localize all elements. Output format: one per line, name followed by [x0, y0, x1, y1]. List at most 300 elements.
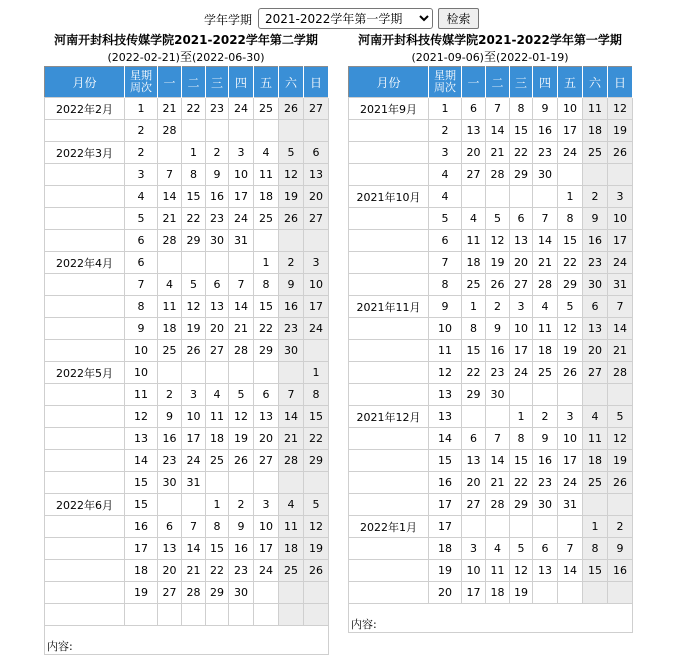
- day-cell: 25: [158, 340, 182, 362]
- day-cell: 12: [229, 406, 254, 428]
- month-cell: [45, 406, 125, 428]
- week-number-cell: 1: [429, 98, 462, 120]
- day-cell: 7: [158, 164, 182, 186]
- calendar-row: [349, 362, 633, 384]
- day-cell: 30: [206, 230, 229, 252]
- day-cell: 21: [486, 142, 510, 164]
- day-cell: 14: [229, 296, 254, 318]
- day-cell: 23: [486, 362, 510, 384]
- month-cell: [45, 296, 125, 318]
- day-cell: 24: [608, 252, 633, 274]
- week-number-cell: 9: [125, 318, 158, 340]
- day-cell: 12: [510, 560, 533, 582]
- day-cell: 23: [583, 252, 608, 274]
- day-cell: [182, 494, 206, 516]
- day-cell: 26: [279, 208, 304, 230]
- day-cell: 28: [608, 362, 633, 384]
- day-cell: 17: [182, 428, 206, 450]
- month-cell: 2021年12月: [349, 406, 429, 428]
- day-cell: 7: [279, 384, 304, 406]
- month-cell: [349, 472, 429, 494]
- day-cell: 20: [583, 340, 608, 362]
- month-cell: 2022年3月: [45, 142, 125, 164]
- calendar-row: [45, 120, 329, 142]
- day-cell: 6: [206, 274, 229, 296]
- week-number-cell: 11: [429, 340, 462, 362]
- day-cell: 28: [182, 582, 206, 604]
- day-cell: 21: [608, 340, 633, 362]
- calendar-row: [45, 362, 329, 384]
- day-cell: 13: [510, 230, 533, 252]
- day-cell: 29: [206, 582, 229, 604]
- day-cell: 10: [608, 208, 633, 230]
- day-cell: 3: [254, 494, 279, 516]
- month-cell: [45, 164, 125, 186]
- day-cell: 8: [462, 318, 486, 340]
- calendar-panel-fall: [348, 32, 632, 633]
- calendar-row: [45, 142, 329, 164]
- term-label: 学年学期: [204, 13, 253, 27]
- day-cell: 9: [486, 318, 510, 340]
- day-cell: 19: [510, 582, 533, 604]
- day-cell: 17: [558, 120, 583, 142]
- calendar-row: [349, 164, 633, 186]
- day-cell: 1: [206, 494, 229, 516]
- calendar-row: [45, 516, 329, 538]
- day-cell: 13: [462, 120, 486, 142]
- day-cell: 21: [279, 428, 304, 450]
- day-cell: [304, 230, 329, 252]
- day-cell: 16: [533, 120, 558, 142]
- month-cell: [349, 230, 429, 252]
- day-cell: [533, 384, 558, 406]
- calendar-row: [349, 450, 633, 472]
- month-cell: [349, 582, 429, 604]
- day-cell: 17: [254, 538, 279, 560]
- header-weekday: 四: [229, 67, 254, 98]
- day-cell: 20: [158, 560, 182, 582]
- day-cell: 30: [279, 340, 304, 362]
- day-cell: 9: [533, 98, 558, 120]
- day-cell: [254, 604, 279, 626]
- day-cell: 11: [158, 296, 182, 318]
- day-cell: [608, 494, 633, 516]
- month-cell: [349, 340, 429, 362]
- month-cell: 2022年6月: [45, 494, 125, 516]
- day-cell: 21: [486, 472, 510, 494]
- calendar-row: [45, 318, 329, 340]
- day-cell: 8: [510, 98, 533, 120]
- day-cell: 11: [206, 406, 229, 428]
- day-cell: 13: [583, 318, 608, 340]
- search-button[interactable]: 检索: [438, 8, 479, 29]
- calendar-row: [45, 252, 329, 274]
- week-number-cell: 12: [429, 362, 462, 384]
- content-label: 内容:: [349, 604, 633, 633]
- day-cell: 23: [533, 472, 558, 494]
- day-cell: [462, 406, 486, 428]
- header-weekday: 日: [608, 67, 633, 98]
- day-cell: 16: [486, 340, 510, 362]
- day-cell: 12: [608, 428, 633, 450]
- day-cell: 4: [279, 494, 304, 516]
- day-cell: 10: [182, 406, 206, 428]
- week-number-cell: 6: [125, 252, 158, 274]
- day-cell: 1: [510, 406, 533, 428]
- day-cell: 1: [304, 362, 329, 384]
- day-cell: 5: [229, 384, 254, 406]
- day-cell: [279, 472, 304, 494]
- month-cell: 2021年11月: [349, 296, 429, 318]
- day-cell: 13: [206, 296, 229, 318]
- day-cell: 14: [558, 560, 583, 582]
- day-cell: 20: [462, 472, 486, 494]
- day-cell: 1: [182, 142, 206, 164]
- day-cell: [486, 186, 510, 208]
- calendar-row: [45, 560, 329, 582]
- day-cell: 24: [558, 472, 583, 494]
- week-number-cell: 14: [429, 428, 462, 450]
- day-cell: [304, 120, 329, 142]
- day-cell: 25: [583, 142, 608, 164]
- day-cell: 27: [304, 208, 329, 230]
- day-cell: 3: [558, 406, 583, 428]
- day-cell: 27: [304, 98, 329, 120]
- day-cell: 5: [279, 142, 304, 164]
- month-cell: [45, 582, 125, 604]
- day-cell: [229, 252, 254, 274]
- day-cell: 7: [229, 274, 254, 296]
- day-cell: 13: [158, 538, 182, 560]
- day-cell: 26: [608, 142, 633, 164]
- month-cell: [349, 252, 429, 274]
- day-cell: 18: [583, 120, 608, 142]
- day-cell: 20: [254, 428, 279, 450]
- calendar-row: [349, 494, 633, 516]
- day-cell: 31: [558, 494, 583, 516]
- calendar-row: [45, 98, 329, 120]
- calendar-row: [45, 428, 329, 450]
- day-cell: 6: [583, 296, 608, 318]
- day-cell: 30: [533, 494, 558, 516]
- week-number-cell: 13: [429, 406, 462, 428]
- week-number-cell: 10: [125, 362, 158, 384]
- day-cell: 13: [254, 406, 279, 428]
- day-cell: 5: [558, 296, 583, 318]
- day-cell: 5: [182, 274, 206, 296]
- day-cell: 22: [254, 318, 279, 340]
- week-number-cell: 17: [125, 538, 158, 560]
- day-cell: 6: [254, 384, 279, 406]
- content-label: 内容:: [45, 626, 329, 655]
- day-cell: 13: [462, 450, 486, 472]
- day-cell: 20: [510, 252, 533, 274]
- header-weekday: 六: [583, 67, 608, 98]
- week-number-cell: 9: [429, 296, 462, 318]
- day-cell: 11: [462, 230, 486, 252]
- week-number-cell: 3: [125, 164, 158, 186]
- week-number-cell: 11: [125, 384, 158, 406]
- day-cell: 2: [533, 406, 558, 428]
- week-number-cell: 18: [125, 560, 158, 582]
- day-cell: 27: [462, 494, 486, 516]
- calendar-panel-spring: [44, 32, 328, 655]
- day-cell: 29: [254, 340, 279, 362]
- day-cell: 22: [182, 208, 206, 230]
- calendar-row: [349, 516, 633, 538]
- day-cell: 27: [254, 450, 279, 472]
- day-cell: 26: [486, 274, 510, 296]
- month-cell: [45, 450, 125, 472]
- day-cell: 12: [304, 516, 329, 538]
- day-cell: 23: [158, 450, 182, 472]
- day-cell: 17: [462, 582, 486, 604]
- day-cell: 9: [229, 516, 254, 538]
- day-cell: 23: [279, 318, 304, 340]
- calendar-row: [45, 384, 329, 406]
- day-cell: 23: [533, 142, 558, 164]
- week-number-cell: 15: [125, 472, 158, 494]
- day-cell: [533, 186, 558, 208]
- day-cell: 4: [206, 384, 229, 406]
- content-row: [45, 626, 329, 655]
- month-cell: 2022年2月: [45, 98, 125, 120]
- calendar-row: [349, 472, 633, 494]
- calendar-row: [349, 274, 633, 296]
- day-cell: 22: [558, 252, 583, 274]
- day-cell: 6: [304, 142, 329, 164]
- day-cell: 15: [182, 186, 206, 208]
- day-cell: [304, 472, 329, 494]
- day-cell: [182, 362, 206, 384]
- day-cell: 31: [608, 274, 633, 296]
- month-cell: [45, 472, 125, 494]
- header-weekday: 一: [462, 67, 486, 98]
- header-week: 星期 周次: [125, 67, 158, 98]
- day-cell: [229, 472, 254, 494]
- day-cell: 27: [158, 582, 182, 604]
- day-cell: 17: [608, 230, 633, 252]
- week-number-cell: 17: [429, 516, 462, 538]
- week-number-cell: 7: [125, 274, 158, 296]
- day-cell: [206, 604, 229, 626]
- day-cell: [229, 604, 254, 626]
- calendar-row: [349, 340, 633, 362]
- day-cell: 31: [182, 472, 206, 494]
- month-cell: [45, 340, 125, 362]
- day-cell: [486, 406, 510, 428]
- day-cell: 26: [229, 450, 254, 472]
- week-number-cell: 2: [125, 120, 158, 142]
- day-cell: 28: [279, 450, 304, 472]
- month-cell: [349, 120, 429, 142]
- day-cell: [558, 164, 583, 186]
- day-cell: [558, 516, 583, 538]
- calendar-row: [349, 252, 633, 274]
- day-cell: 9: [158, 406, 182, 428]
- week-number-cell: 18: [429, 538, 462, 560]
- month-cell: [349, 362, 429, 384]
- day-cell: 14: [533, 230, 558, 252]
- month-cell: [45, 230, 125, 252]
- month-cell: 2022年5月: [45, 362, 125, 384]
- week-number-cell: 10: [125, 340, 158, 362]
- day-cell: 16: [279, 296, 304, 318]
- day-cell: 8: [510, 428, 533, 450]
- calendar-row: [45, 208, 329, 230]
- day-cell: 14: [486, 450, 510, 472]
- day-cell: 18: [254, 186, 279, 208]
- day-cell: 21: [158, 208, 182, 230]
- day-cell: [206, 362, 229, 384]
- calendar-row: [349, 296, 633, 318]
- day-cell: [254, 582, 279, 604]
- day-cell: 9: [206, 164, 229, 186]
- day-cell: 12: [608, 98, 633, 120]
- day-cell: 15: [462, 340, 486, 362]
- day-cell: 19: [279, 186, 304, 208]
- calendar-row: [349, 120, 633, 142]
- day-cell: [608, 582, 633, 604]
- range-start: (2021-09-06): [411, 51, 484, 64]
- day-cell: 7: [182, 516, 206, 538]
- calendar-row: [45, 538, 329, 560]
- day-cell: [279, 582, 304, 604]
- calendar-row: [45, 274, 329, 296]
- day-cell: [254, 120, 279, 142]
- day-cell: 1: [583, 516, 608, 538]
- week-number-cell: 6: [125, 230, 158, 252]
- day-cell: [486, 516, 510, 538]
- calendar-row: [45, 494, 329, 516]
- day-cell: 5: [608, 406, 633, 428]
- day-cell: 21: [533, 252, 558, 274]
- range-end: (2022-06-30): [192, 51, 265, 64]
- day-cell: 30: [533, 164, 558, 186]
- day-cell: 27: [206, 340, 229, 362]
- day-cell: [583, 164, 608, 186]
- day-cell: 15: [510, 120, 533, 142]
- week-number-cell: 14: [125, 450, 158, 472]
- day-cell: 25: [254, 208, 279, 230]
- day-cell: 4: [583, 406, 608, 428]
- day-cell: [182, 120, 206, 142]
- header-weekday: 一: [158, 67, 182, 98]
- calendar-row: [45, 406, 329, 428]
- day-cell: [583, 582, 608, 604]
- day-cell: 25: [254, 98, 279, 120]
- month-cell: [349, 428, 429, 450]
- day-cell: 21: [229, 318, 254, 340]
- day-cell: 30: [229, 582, 254, 604]
- month-cell: [349, 494, 429, 516]
- day-cell: 22: [304, 428, 329, 450]
- day-cell: 8: [206, 516, 229, 538]
- month-cell: [349, 208, 429, 230]
- day-cell: 10: [510, 318, 533, 340]
- day-cell: 8: [182, 164, 206, 186]
- day-cell: [254, 472, 279, 494]
- day-cell: [279, 604, 304, 626]
- header-weekday: 二: [486, 67, 510, 98]
- week-number-cell: 8: [429, 274, 462, 296]
- day-cell: 29: [510, 164, 533, 186]
- month-cell: 2022年1月: [349, 516, 429, 538]
- day-cell: 10: [304, 274, 329, 296]
- header-weekday: 三: [510, 67, 533, 98]
- week-number-cell: 7: [429, 252, 462, 274]
- day-cell: 4: [533, 296, 558, 318]
- week-number-cell: 17: [429, 494, 462, 516]
- day-cell: 31: [229, 230, 254, 252]
- day-cell: 26: [558, 362, 583, 384]
- day-cell: 11: [583, 98, 608, 120]
- day-cell: 15: [254, 296, 279, 318]
- day-cell: 30: [158, 472, 182, 494]
- calendar-table: [44, 66, 329, 655]
- day-cell: 18: [462, 252, 486, 274]
- day-cell: 19: [182, 318, 206, 340]
- term-toolbar: [0, 8, 684, 30]
- month-cell: 2021年9月: [349, 98, 429, 120]
- day-cell: 5: [510, 538, 533, 560]
- day-cell: 18: [533, 340, 558, 362]
- month-cell: 2022年4月: [45, 252, 125, 274]
- day-cell: 15: [558, 230, 583, 252]
- day-cell: 13: [533, 560, 558, 582]
- day-cell: [608, 384, 633, 406]
- day-cell: 25: [533, 362, 558, 384]
- day-cell: 20: [304, 186, 329, 208]
- day-cell: [158, 142, 182, 164]
- day-cell: [254, 230, 279, 252]
- day-cell: 14: [486, 120, 510, 142]
- day-cell: 2: [279, 252, 304, 274]
- day-cell: 27: [583, 362, 608, 384]
- month-cell: [349, 384, 429, 406]
- day-cell: 8: [558, 208, 583, 230]
- day-cell: 1: [462, 296, 486, 318]
- day-cell: 16: [533, 450, 558, 472]
- panel-title: 河南开封科技传媒学院2021-2022学年第一学期: [358, 33, 622, 47]
- calendar-row: [349, 560, 633, 582]
- day-cell: 4: [462, 208, 486, 230]
- day-cell: [158, 604, 182, 626]
- day-cell: [462, 186, 486, 208]
- day-cell: 11: [254, 164, 279, 186]
- calendar-row: [349, 142, 633, 164]
- day-cell: 8: [254, 274, 279, 296]
- day-cell: 11: [533, 318, 558, 340]
- day-cell: [304, 582, 329, 604]
- day-cell: 12: [558, 318, 583, 340]
- term-select[interactable]: [258, 8, 433, 29]
- day-cell: 30: [583, 274, 608, 296]
- day-cell: [533, 582, 558, 604]
- day-cell: 11: [486, 560, 510, 582]
- day-cell: 16: [608, 560, 633, 582]
- day-cell: 1: [558, 186, 583, 208]
- day-cell: 2: [608, 516, 633, 538]
- day-cell: 6: [462, 428, 486, 450]
- day-cell: 19: [608, 120, 633, 142]
- day-cell: 16: [229, 538, 254, 560]
- day-cell: 3: [182, 384, 206, 406]
- day-cell: 16: [206, 186, 229, 208]
- header-weekday: 三: [206, 67, 229, 98]
- day-cell: 30: [486, 384, 510, 406]
- day-cell: 17: [229, 186, 254, 208]
